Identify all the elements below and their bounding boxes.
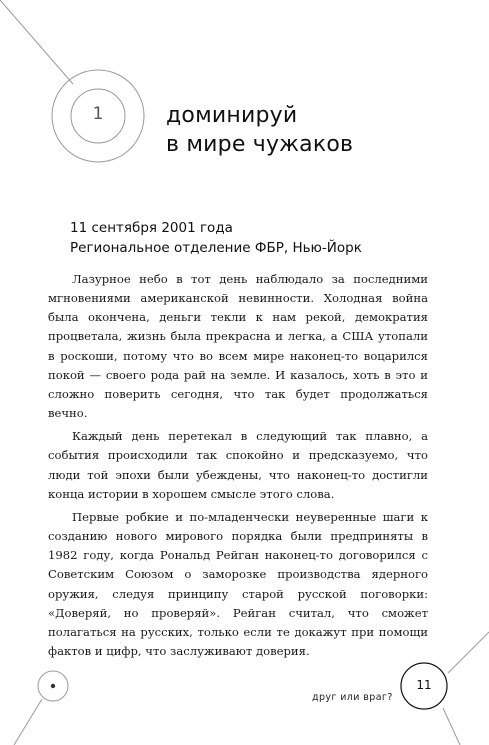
dateline-date: 11 сентября 2001 года	[70, 220, 233, 236]
bottom-left-line	[14, 699, 42, 745]
bottom-right-line-2	[443, 708, 460, 745]
chapter-title	[166, 101, 353, 159]
paragraph-3: Первые робкие и по-младенчески неуверенные шаги к созданию нового мирового порядка были предприняты в 1982 году, когда Рональд Рейган наконец-то договорился с Советским Союзом о заморозке производства ядерного оружия, следуя принципу старой русской поговорки: «Доверяй, но проверяй». Рейган считал, что сможет полагаться на русских, только если те докажут при помощи фактов и цифр, что заслуживают доверия.	[48, 509, 428, 658]
paragraph-1: Лазурное небо в тот день наблюдало за последними мгновениями американской невинности. Холодная война была окончена, деньги текли к нам рекой, демократия процветала, жизнь была прекрасна и легка, а США утопали в роскоши, потому что во всем мире наконец-то воцарился покой — своего рода рай на земле. И казалось, хоть в это и сложно поверить сегодня, что так будет продолжаться вечно.	[48, 272, 428, 421]
chapter-title-line-1: доминируй	[166, 103, 298, 128]
chapter-number: 1	[92, 104, 104, 124]
page-number: 11	[416, 678, 432, 692]
running-head: друг или враг?	[312, 692, 393, 703]
top-diagonal-line	[0, 0, 73, 84]
dateline	[70, 218, 362, 258]
paragraph-2: Каждый день перетекал в следующий так плавно, а события происходили так спокойно и предсказуемо, что люди той эпохи были убеждены, что наконец-то достигли конца истории в хорошем смысле этого слова.	[48, 429, 428, 501]
chapter-title-line-2: в мире чужаков	[166, 132, 354, 157]
bottom-right-line	[448, 632, 489, 673]
dateline-place: Региональное отделение ФБР, Нью-Йорк	[70, 240, 362, 256]
body-text	[48, 270, 428, 665]
bottom-bullet-dot	[51, 684, 55, 688]
